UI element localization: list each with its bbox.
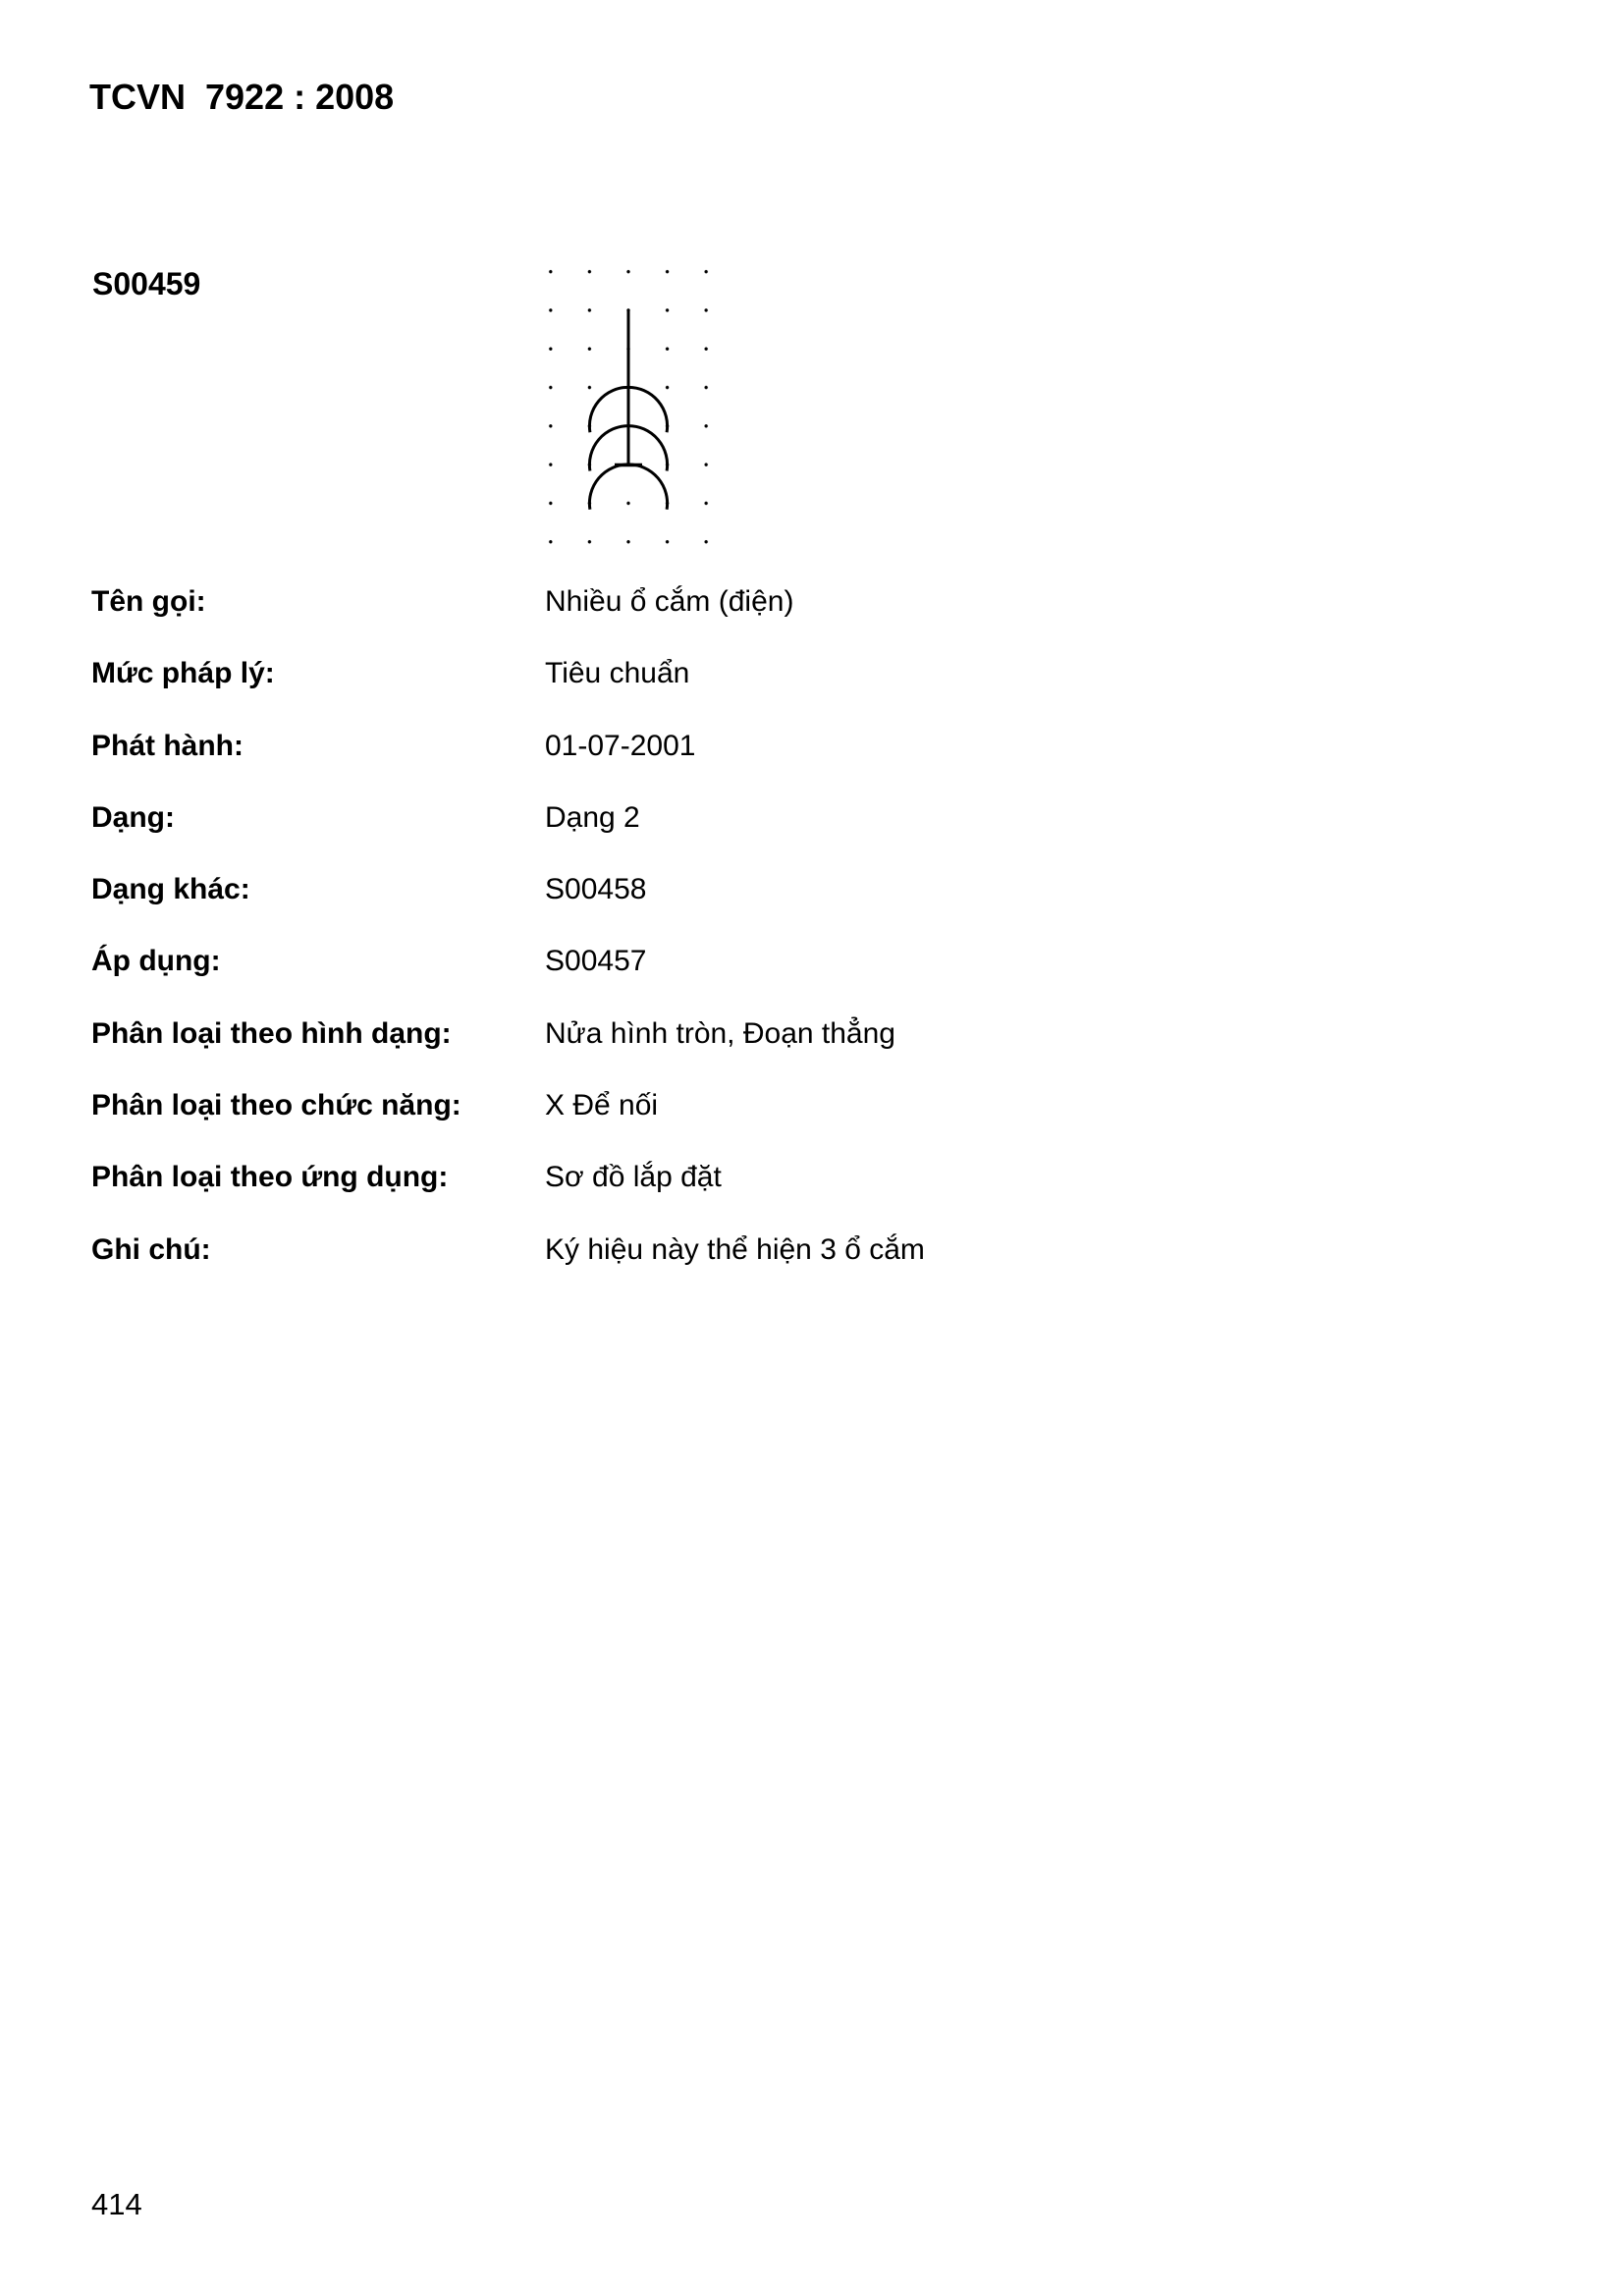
field-label: Phân loại theo ứng dụng: <box>91 1161 449 1194</box>
standard-title: TCVN 7922 : 2008 <box>89 77 395 117</box>
field-value: Nhiều ổ cắm (điện) <box>545 585 794 618</box>
field-value: Ký hiệu này thể hiện 3 ổ cắm <box>545 1232 925 1266</box>
field-label: Ghi chú: <box>91 1232 211 1266</box>
field-label: Mức pháp lý: <box>91 657 275 690</box>
multi-socket-symbol-icon <box>511 236 746 570</box>
socket-arc-3 <box>589 465 667 510</box>
field-value: Dạng 2 <box>545 800 640 834</box>
field-value: Nửa hình tròn, Đoạn thẳng <box>545 1016 895 1050</box>
field-label: Phân loại theo hình dạng: <box>91 1016 452 1050</box>
field-row-phan-loai-chuc-nang <box>91 1088 1525 1160</box>
field-row-dang <box>91 800 1525 872</box>
field-value: S00458 <box>545 873 647 906</box>
field-row-ten-goi <box>91 584 1525 656</box>
field-value: S00457 <box>545 945 647 978</box>
field-label: Phân loại theo chức năng: <box>91 1089 461 1122</box>
symbol-id: S00459 <box>92 266 201 301</box>
field-row-phan-loai-ung-dung <box>91 1160 1525 1231</box>
field-list <box>91 584 1525 1304</box>
field-label: Tên gọi: <box>91 585 206 618</box>
field-label: Dạng khác: <box>91 873 250 906</box>
field-value: Tiêu chuẩn <box>545 657 690 690</box>
field-value: X Để nối <box>545 1089 659 1122</box>
field-row-muc-phap-ly <box>91 656 1525 728</box>
field-row-ghi-chu <box>91 1232 1525 1304</box>
field-value: 01-07-2001 <box>545 729 696 762</box>
field-label: Phát hành: <box>91 729 244 762</box>
field-label: Áp dụng: <box>91 945 221 978</box>
field-row-phat-hanh <box>91 729 1525 800</box>
field-value: Sơ đồ lắp đặt <box>545 1161 722 1194</box>
field-row-dang-khac <box>91 872 1525 944</box>
field-label: Dạng: <box>91 800 175 834</box>
field-row-ap-dung <box>91 944 1525 1015</box>
page-number: 414 <box>91 2187 142 2221</box>
field-row-phan-loai-hinh-dang <box>91 1016 1525 1088</box>
